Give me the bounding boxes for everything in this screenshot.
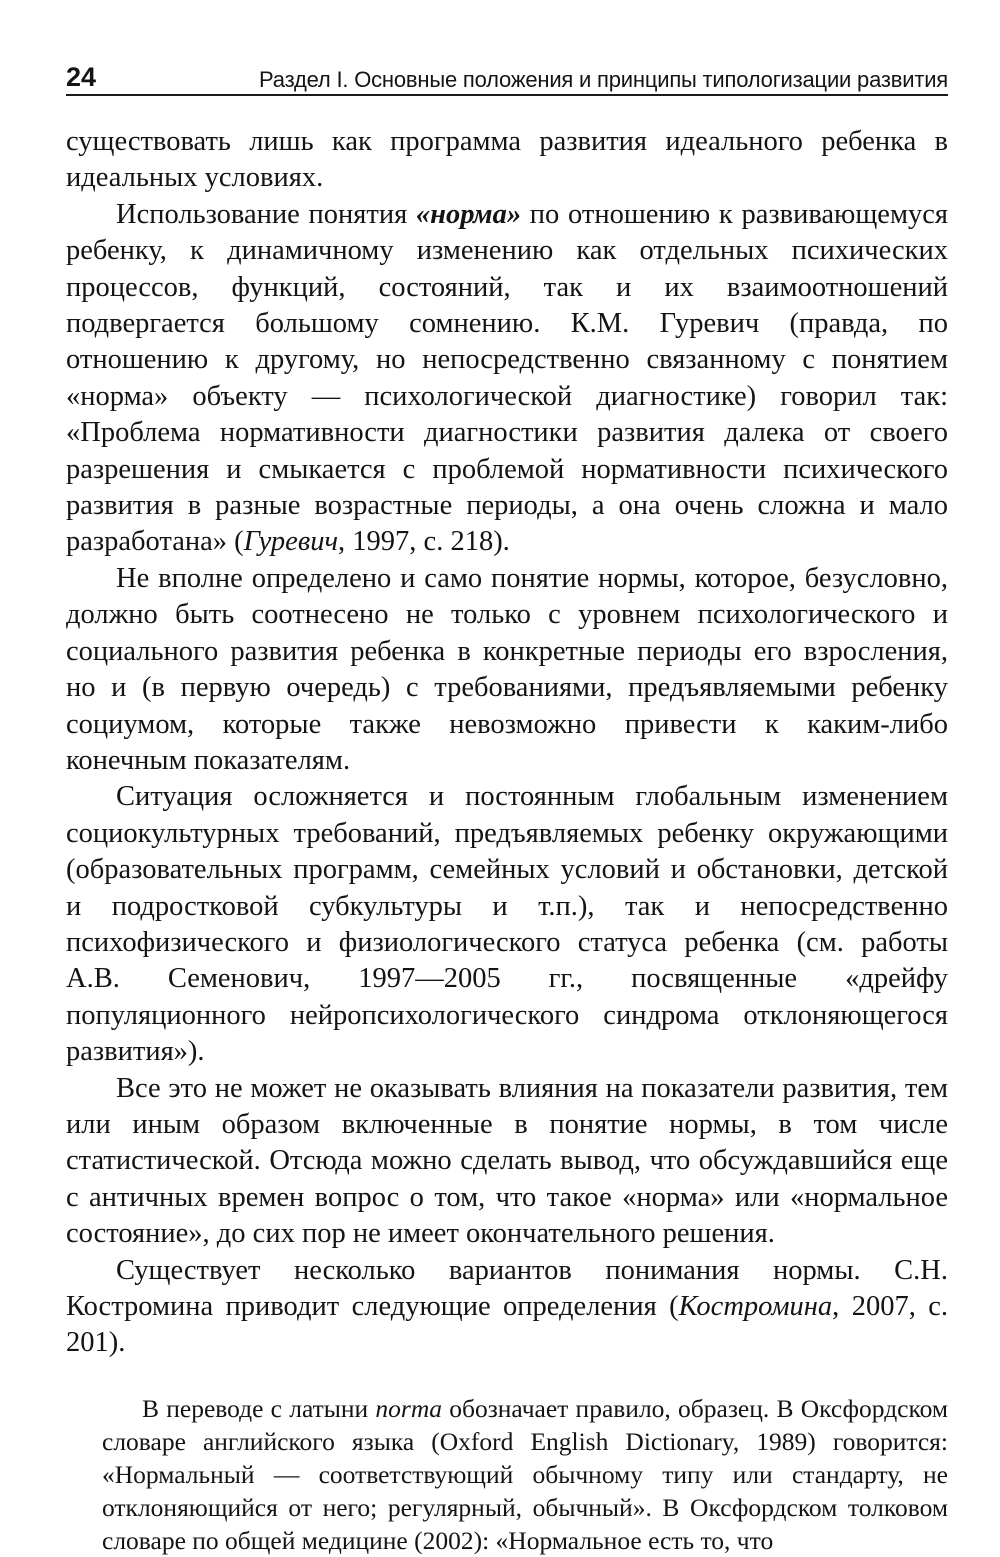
text-run: В переводе с латыни xyxy=(142,1393,376,1423)
paragraph xyxy=(66,197,948,561)
cited-author: Гуревич xyxy=(243,526,339,558)
paragraph: Ситуация осложняется и постоянным глобальным изменением социокультурных требований, предъявляемых ребенку окружающими (образовательных программ, семейных условий и обстановки, детской и подростковой субкультуры и т.п.), так и непосредственно психофизического и физиологического статуса ребенка (см. работы А.В. Семенович, 1997—2005 гг., посвященные «дрейфу популяционного нейропсихологического синдрома отклоняющегося развития»). xyxy=(66,781,948,1068)
paragraph: Все это не может не оказывать влияния на показатели развития, тем или иным образом включенные в понятие нормы, в том числе статистической. Отсюда можно сделать вывод, что обсуждавшийся еще с античных времен вопрос о том, что такое «норма» или «нормальное состояние», до сих пор не имеет окончательного решения. xyxy=(66,1072,948,1250)
text-run: Использование понятия xyxy=(116,198,416,230)
paragraph xyxy=(66,1253,948,1362)
text-run: обозначает правило, образец. В Оксфордском словаре английского языка (Oxford English Dictionary, 1989) говорится: «Нормальный — соответствующий обычному типу или стандарту, не отклоняющийся от него; регулярный, обычный». В Оксфордском толковом словаре по общей медицине (2002): «Нормальное есть то, что xyxy=(102,1393,948,1555)
paragraph-continued: существовать лишь как программа развития идеального ребенка в идеальных условиях. xyxy=(66,126,948,194)
text-run: , 2007, с. 201). xyxy=(66,1291,948,1359)
cited-author: Костромина xyxy=(678,1291,833,1322)
quote-paragraph xyxy=(102,1392,948,1557)
text-run: по отношению к развивающемуся ребенку, к динамичному изменению как отдельных психических процессов, функций, состояний, так и их взаимоотношений подвергается большому сомнению. К.М. Гуревич (правда, по отношению к другому, но непосредственно связанному с понятием «норма» объекту — психологической диагностике) говорил так: «Проблема нормативности диагностики развития далека от своего разрешения и смыкается с проблемой нормативности психического развития в разные возрастные периоды, а она очень сложна и мало разработана» ( xyxy=(66,198,948,558)
paragraph: Не вполне определено и само понятие нормы, которое, безусловно, должно быть соотнесено не только с уровнем психологического и социального развития ребенка в конкретные периоды его взросления, но и (в первую очередь) с требованиями, предъявляемыми ребенку социумом, которые также невозможно привести к каким-либо конечным показателям. xyxy=(66,562,948,776)
text-run: Существует несколько вариантов понимания нормы. С.Н. Костромина приводит следующие определения ( xyxy=(66,1254,948,1322)
text-run: , 1997, с. 218). xyxy=(338,526,510,558)
running-title: Раздел I. Основные положения и принципы типологизации развития xyxy=(259,67,948,92)
page-number: 24 xyxy=(66,62,97,92)
running-header xyxy=(66,64,948,96)
emphasized-term: «норма» xyxy=(415,198,522,230)
main-text xyxy=(66,124,948,1362)
latin-term: norma xyxy=(375,1393,442,1423)
block-quote xyxy=(66,1392,948,1557)
